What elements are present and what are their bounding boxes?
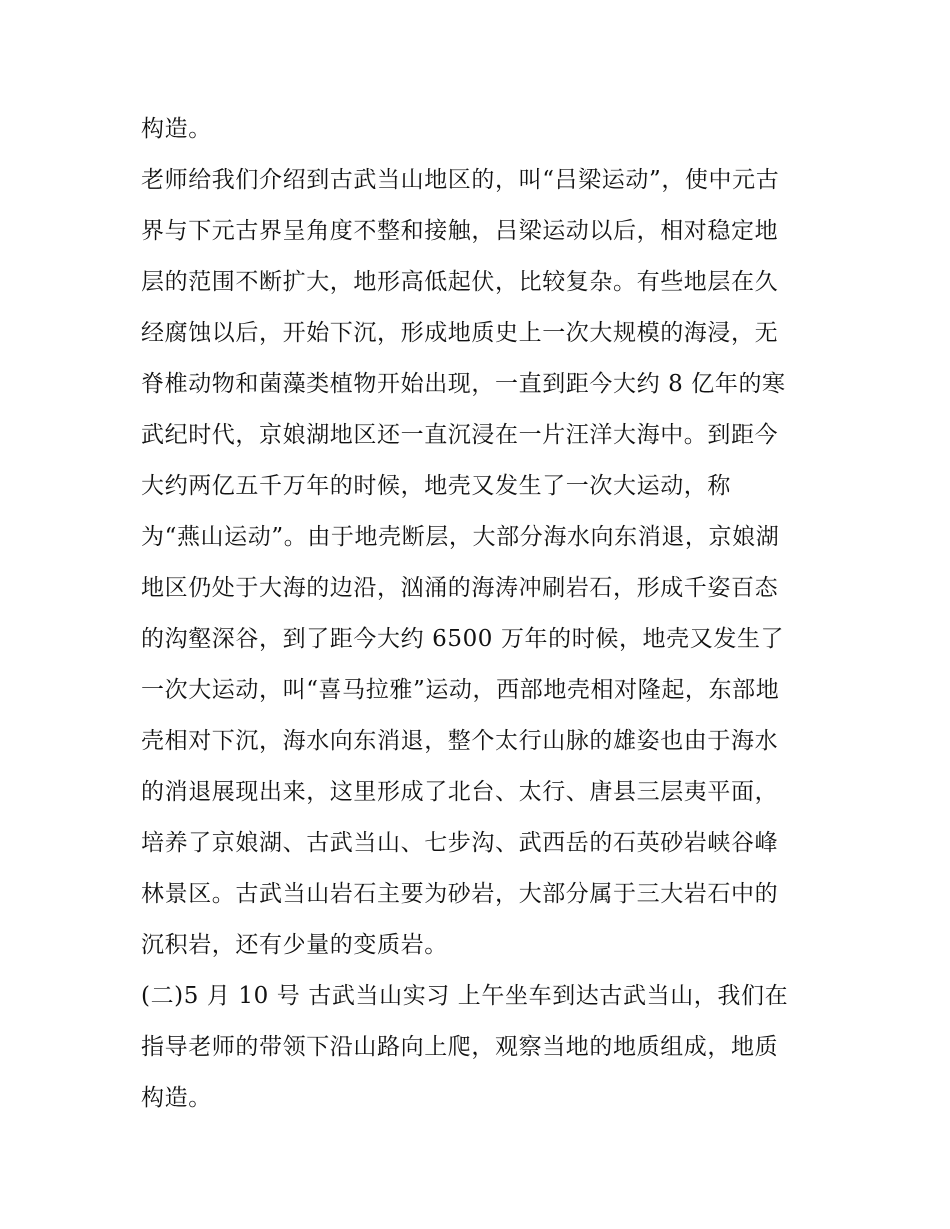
text-line: 经腐蚀以后，开始下沉，形成地质史上一次大规模的海浸，无 [141,320,779,346]
text-line: (二)5 月 10 号 古武当山实习 上午坐车到达古武当山，我们在 [141,983,789,1009]
text-line: 脊椎动物和菌藻类植物开始出现，一直到距今大约 8 亿年的寒 [141,371,786,397]
text-line: 培养了京娘湖、古武当山、七步沟、武西岳的石英砂岩峡谷峰 [141,830,779,856]
text-line: 构造。 [141,1085,212,1111]
text-line: 地区仍处于大海的边沿，汹涌的海涛冲刷岩石，形成千姿百态 [141,575,779,601]
text-line: 武纪时代，京娘湖地区还一直沉浸在一片汪洋大海中。到距今 [141,422,779,448]
text-line: 林景区。古武当山岩石主要为砂岩，大部分属于三大岩石中的 [141,881,779,907]
text-line: 壳相对下沉，海水向东消退，整个太行山脉的雄姿也由于海水 [141,728,779,754]
text-line: 老师给我们介绍到古武当山地区的，叫“吕梁运动”，使中元古 [141,167,780,193]
text-line: 为“燕山运动”。由于地壳断层，大部分海水向东消退，京娘湖 [141,524,780,550]
text-line: 界与下元古界呈角度不整和接触，吕梁运动以后，相对稳定地 [141,218,779,244]
text-line: 指导老师的带领下沿山路向上爬，观察当地的地质组成，地质 [141,1034,779,1060]
text-line: 一次大运动，叫“喜马拉雅”运动，西部地壳相对隆起，东部地 [141,677,780,703]
text-line: 层的范围不断扩大，地形高低起伏，比较复杂。有些地层在久 [141,269,779,295]
text-line: 的消退展现出来，这里形成了北台、太行、唐县三层夷平面， [141,779,779,805]
text-line: 沉积岩，还有少量的变质岩。 [141,932,448,958]
text-line: 构造。 [141,116,212,142]
text-line: 大约两亿五千万年的时候，地壳又发生了一次大运动，称 [141,473,731,499]
body-text [141,104,831,1124]
text-line: 的沟壑深谷，到了距今大约 6500 万年的时候，地壳又发生了 [141,626,785,652]
